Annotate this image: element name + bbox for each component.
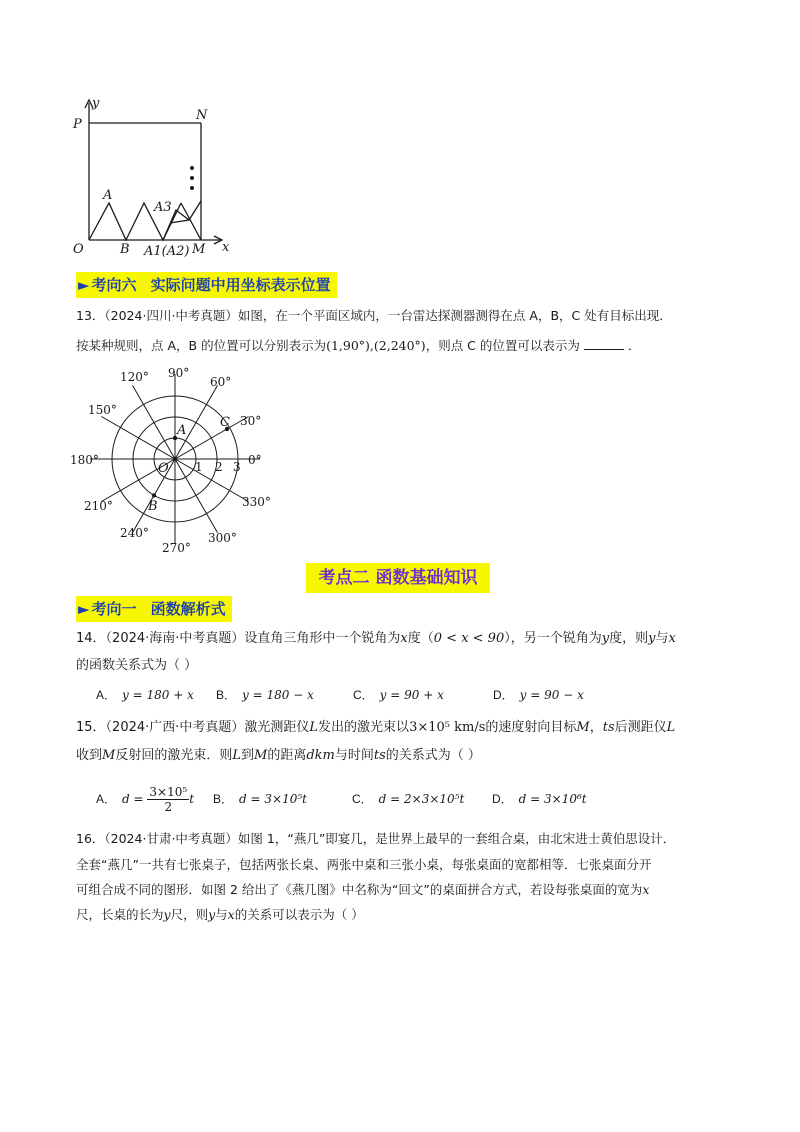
label-y: y	[92, 96, 100, 111]
q14-line1: 14．（2024·海南·中考真题）设直角三角形中一个锐角为x度（0 < x < 90），另一个锐角为y度，则y与x	[76, 631, 676, 646]
section-point2-title: 考点二 函数基础知识	[306, 563, 490, 593]
q13-line1: 13．（2024·四川·中考真题）如图，在一个平面区域内，一台雷达探测器测得在点 A，B，C 处有目标出现．	[76, 308, 672, 323]
section-1-num: 考向一	[91, 600, 137, 618]
dot-3	[190, 186, 194, 190]
point-B-dot	[152, 493, 156, 497]
label-N: N	[196, 108, 208, 123]
q16-line1: 16．（2024·甘肃·中考真题）如图 1，“燕几”即宴几，是世界上最早的一套组合桌，由北宋进士黄伯思设计．	[76, 831, 676, 846]
q16-line4: 尺，长桌的长为y尺，则y与x的关系可以表示为（ ）	[76, 907, 364, 922]
q16-line2: 全套“燕几”一共有七张桌子，包括两张长桌、两张中桌和三张小桌，每张桌面的宽都相等．七张桌面分开	[76, 857, 652, 872]
arrow-icon: ►	[78, 600, 90, 618]
q15-option-a-fraction: $\frac{\text{3×10⁵}}{2}$	[149, 785, 188, 814]
section-6-heading	[76, 272, 337, 298]
label-M: M	[192, 242, 206, 257]
section-1-heading	[76, 596, 232, 622]
q15-speed: 3×10⁵ km/s	[409, 720, 486, 735]
section-6-title: 实际问题中用坐标表示位置	[150, 276, 331, 294]
dot-1	[190, 166, 194, 170]
q15-line2: 收到M反射回的激光束．则L到M的距离dkm与时间ts的关系式为（ ）	[76, 748, 481, 763]
dot-2	[190, 176, 194, 180]
figure-1-zigzag	[70, 95, 240, 260]
label-O: O	[158, 461, 169, 476]
q13-answer-blank[interactable]	[584, 335, 624, 350]
q15-option-d[interactable]: D． d = 3×10⁶t	[492, 792, 587, 806]
arrow-icon: ►	[78, 276, 90, 294]
q14-option-a[interactable]: A． y = 180 + x	[96, 688, 194, 702]
q14-line2: 的函数关系式为（ ）	[76, 658, 198, 673]
zigzag-seg-2	[181, 203, 201, 240]
label-60: 60°	[210, 375, 232, 389]
label-B: B	[120, 242, 130, 257]
section-1-title: 函数解析式	[150, 600, 226, 618]
label-120: 120°	[120, 370, 149, 384]
label-300: 300°	[208, 531, 237, 545]
q13-coords: (1,90°),(2,240°)	[326, 338, 426, 353]
q14-option-d[interactable]: D． y = 90 − x	[493, 688, 584, 702]
label-180: 180°	[70, 453, 99, 467]
q15-line1: 15．（2024·广西·中考真题）激光测距仪L发出的激光束以3×10⁵ km/s的速度射向目标M，ts后测距仪L	[76, 720, 676, 735]
q15-option-c[interactable]: C． d = 2×3×10⁵t	[352, 792, 465, 806]
q15-option-a[interactable]: A． d = $\frac{\text{3×10⁵}}{2}$ t	[96, 785, 195, 814]
label-330: 330°	[242, 495, 271, 509]
label-A: A	[177, 423, 187, 438]
label-A3: A3	[154, 200, 172, 215]
q14-range: 0 < x < 90	[433, 631, 505, 646]
label-240: 240°	[120, 526, 149, 540]
label-A1A2: A1(A2)	[144, 244, 190, 259]
q14-option-b[interactable]: B． y = 180 − x	[216, 688, 314, 702]
figure-2-radar	[70, 362, 285, 557]
label-B: B	[148, 499, 158, 514]
label-30: 30°	[240, 414, 262, 428]
label-P: P	[73, 117, 82, 132]
section-6-num: 考向六	[91, 276, 137, 294]
q15-option-b[interactable]: B． d = 3×10⁵t	[213, 792, 307, 806]
label-r3: 3	[233, 460, 241, 474]
label-270: 270°	[162, 541, 191, 555]
label-150: 150°	[88, 403, 117, 417]
label-r2: 2	[215, 460, 223, 474]
q14-option-c[interactable]: C． y = 90 + x	[353, 688, 444, 702]
label-C: C	[220, 415, 230, 430]
q16-line3: 可组合成不同的图形．如图 2 给出了《燕几图》中名称为“回文”的桌面拼合方式，若设每张桌面的宽为x	[76, 882, 650, 897]
label-210: 210°	[84, 499, 113, 513]
label-0: 0°	[248, 453, 262, 467]
label-90: 90°	[168, 366, 190, 380]
label-x: x	[222, 240, 230, 255]
label-r1: 1	[195, 460, 203, 474]
label-O: O	[73, 242, 84, 257]
q13-line2: 按某种规则，点 A，B 的位置可以分别表示为(1,90°),(2,240°)，则点 C 的位置可以表示为 ．	[76, 335, 640, 356]
label-A: A	[103, 188, 113, 203]
